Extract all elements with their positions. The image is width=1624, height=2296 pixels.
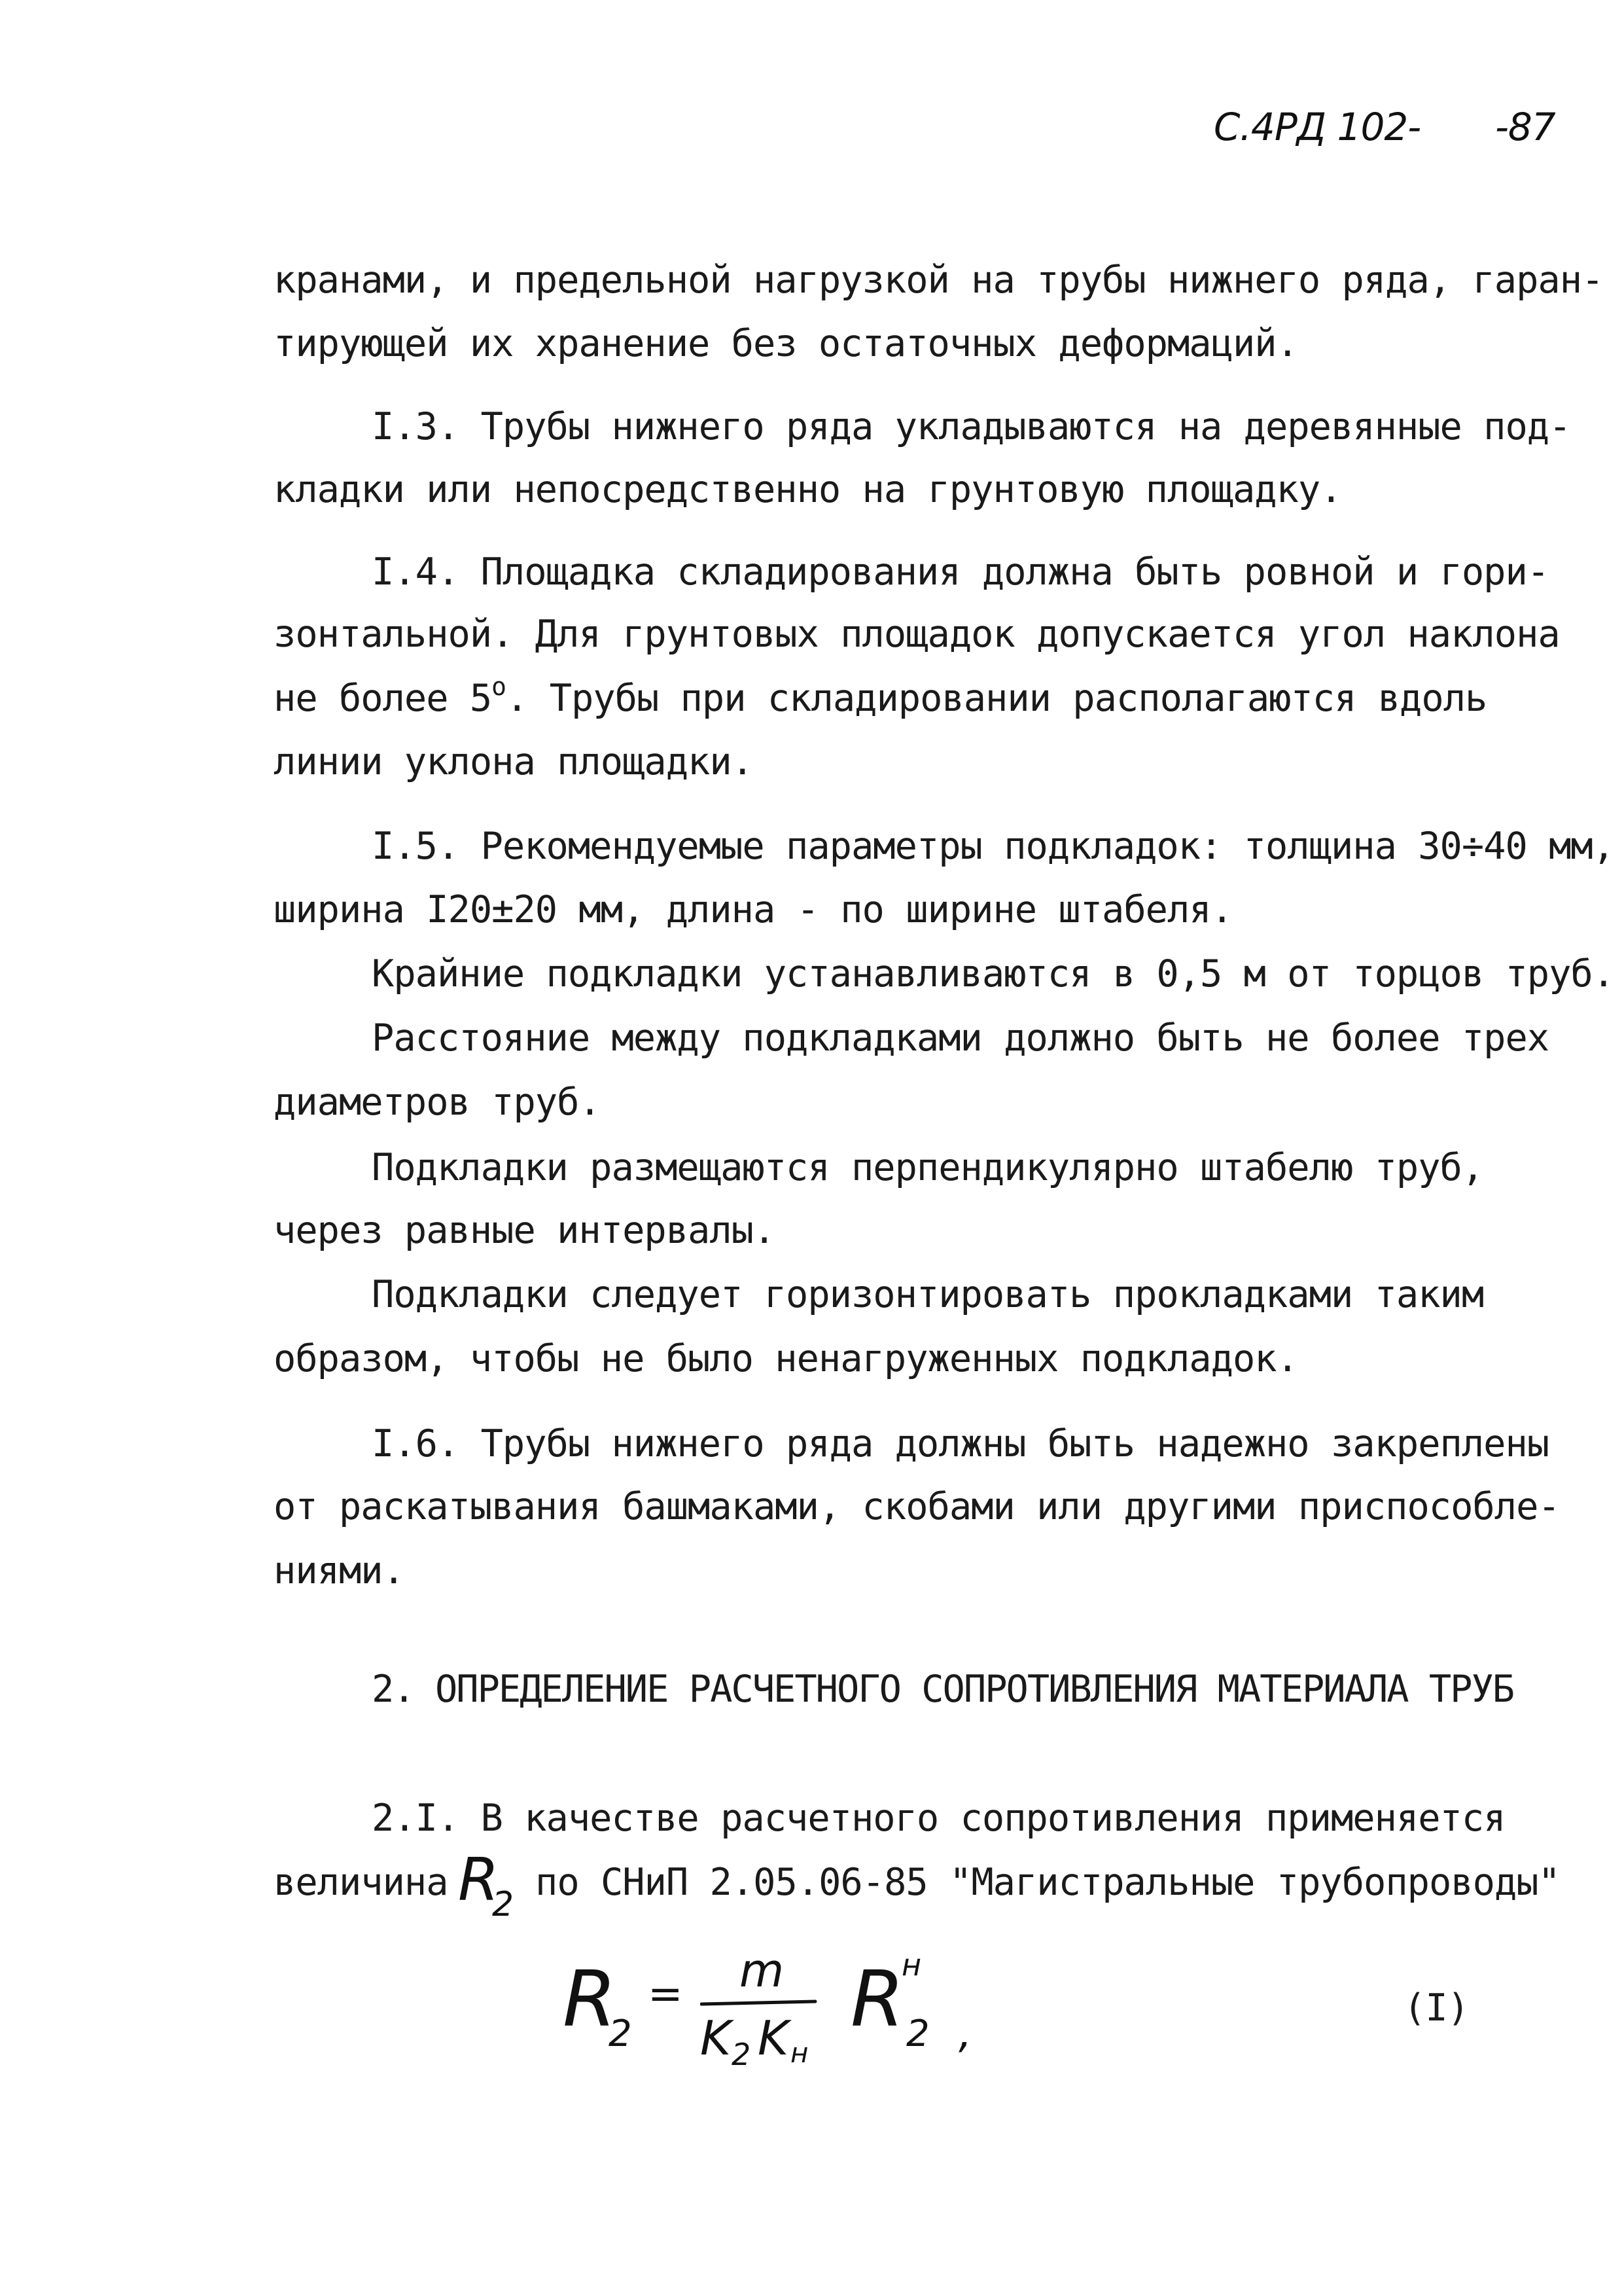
text-line: от раскатывания башмаками, скобами или другими приспособле-	[274, 1485, 1560, 1528]
degree-superscript: о	[491, 672, 506, 701]
text-line: по СНиП 2.05.06-85 "Магистральные трубопроводы"	[535, 1861, 1560, 1904]
text-line: зонтальной. Для грунтовых площадок допускается угол наклона	[274, 613, 1560, 656]
text-line: кладки или непосредственно на грунтовую площадку.	[274, 468, 1342, 511]
formula-equals: =	[648, 1970, 682, 2018]
formula-comma: ,	[959, 2009, 972, 2058]
page-number: -87	[1495, 105, 1555, 149]
formula-denominator-k2-subscript: 2	[732, 2037, 750, 2072]
section-heading: 2. ОПРЕДЕЛЕНИЕ РАСЧЕТНОГО СОПРОТИВЛЕНИЯ МАТЕРИАЛА ТРУБ	[372, 1668, 1514, 1711]
document-code: С.4РД 102-	[1214, 105, 1421, 149]
text-line: тирующей их хранение без остаточных деформаций.	[274, 322, 1298, 365]
formula-number: (I)	[1403, 1986, 1469, 2030]
symbol-r: R	[458, 1846, 499, 1914]
text-line: Подкладки размещаются перпендикулярно штабелю труб,	[372, 1146, 1484, 1189]
text-line: диаметров труб.	[274, 1081, 601, 1124]
formula-numerator: m	[739, 1944, 784, 1998]
formula-r-subscript: 2	[906, 2013, 929, 2055]
text-line: ширина I20±20 мм, длина - по ширине штабеля.	[274, 888, 1233, 931]
symbol-r-subscript: 2	[492, 1885, 514, 1924]
text-line: величина	[274, 1861, 448, 1904]
text-line: Крайние подкладки устанавливаются в 0,5 м от торцов труб.	[372, 952, 1615, 996]
formula-lhs-subscript: 2	[609, 2013, 631, 2055]
paragraph-1-3: I.3. Трубы нижнего ряда укладываются на деревянные под-	[372, 405, 1571, 448]
formula-lhs: R	[563, 1954, 616, 2044]
formula-denominator-kn-subscript: н	[790, 2037, 808, 2069]
text-line: не более $5^о$. Трубы при складировании располагаются вдоль	[274, 672, 1487, 720]
formula-denominator-k2: K	[700, 2011, 731, 2066]
formula-r: R	[851, 1954, 904, 2044]
text-line: линии уклона площадки.	[274, 740, 753, 783]
text-line: ниями.	[274, 1549, 404, 1592]
text-line: через равные интервалы.	[274, 1209, 775, 1252]
formula-denominator-kn: K	[758, 2011, 788, 2066]
paragraph-1-5: I.5. Рекомендуемые параметры подкладок: толщина 30÷40 мм,	[372, 825, 1615, 868]
text-line: кранами, и предельной нагрузкой на трубы нижнего ряда, гаран-	[274, 259, 1604, 302]
paragraph-1-6: I.6. Трубы нижнего ряда должны быть надежно закреплены	[372, 1422, 1549, 1465]
text-line: образом, чтобы не было ненагруженных подкладок.	[274, 1337, 1298, 1380]
text-line: Расстояние между подкладками должно быть не более трех	[372, 1016, 1549, 1060]
paragraph-2-1: 2.I. В качестве расчетного сопротивления применяется	[372, 1797, 1506, 1840]
paragraph-1-4: I.4. Площадка складирования должна быть ровной и гори-	[372, 550, 1549, 594]
formula-r-superscript: н	[902, 1947, 921, 1982]
text-line: Подкладки следует горизонтировать прокладками таким	[372, 1273, 1484, 1316]
fraction-bar	[700, 1999, 818, 2007]
